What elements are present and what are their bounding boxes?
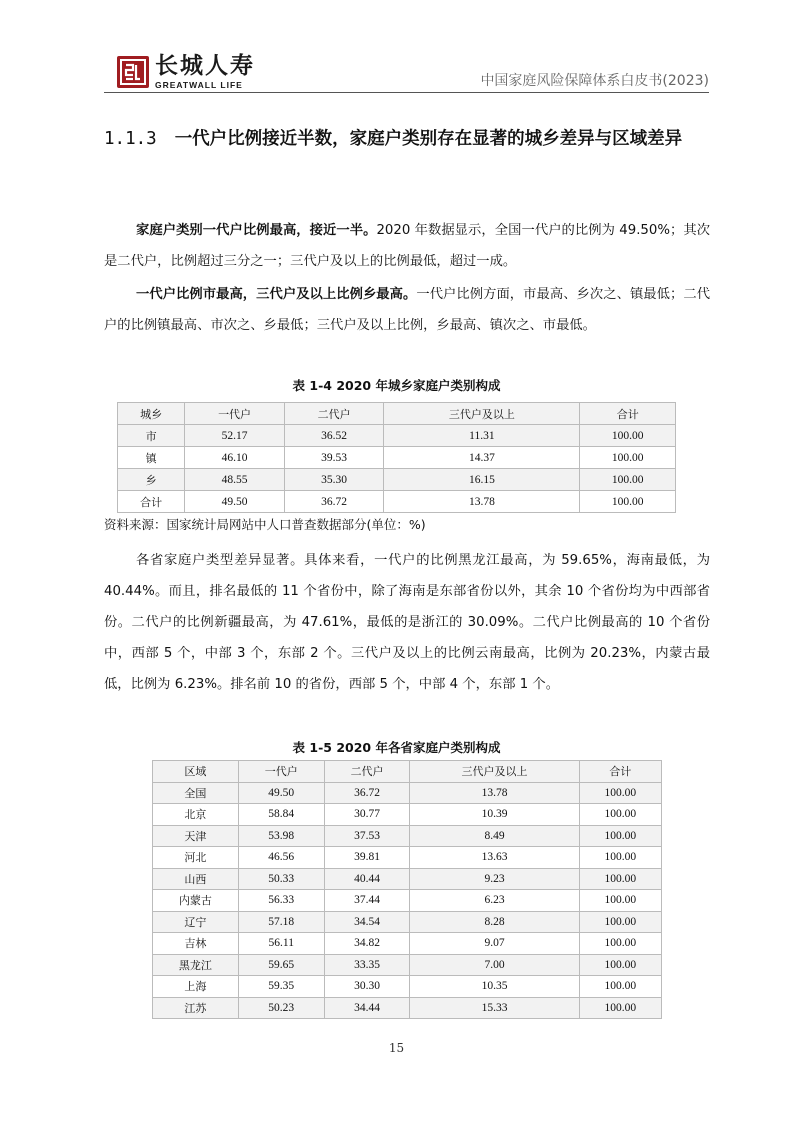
paragraph-2-lead: 一代户比例市最高，三代户及以上比例乡最高。: [136, 287, 417, 302]
paragraph-2-body: 一代户比例方面，市最高、乡次之、镇最低；二代户的比例镇最高、市次之、乡最低；三代户及以上比例，乡最高、镇次之、市最低。: [104, 287, 711, 333]
table-cell: 100.00: [579, 933, 661, 955]
table-cell: 40.44: [324, 868, 410, 890]
table-row: [153, 868, 662, 890]
row-label: 镇: [118, 447, 185, 469]
row-label: 山西: [153, 868, 239, 890]
logo-seal-icon: [117, 56, 149, 88]
paragraph-1: [104, 215, 710, 277]
table-1-source: 资料来源：国家统计局网站中人口普查数据部分(单位：%): [104, 517, 426, 532]
header-divider: [104, 92, 709, 93]
table-cell: 100.00: [579, 997, 661, 1019]
column-header: 一代户: [238, 761, 324, 783]
row-label: 全国: [153, 782, 239, 804]
table-cell: 8.28: [410, 911, 579, 933]
table-cell: 39.53: [284, 447, 384, 469]
table-cell: 59.65: [238, 954, 324, 976]
table-cell: 100.00: [579, 804, 661, 826]
table-cell: 11.31: [384, 425, 580, 447]
table-cell: 16.15: [384, 469, 580, 491]
row-label: 市: [118, 425, 185, 447]
table-header-row: [153, 761, 662, 783]
table-cell: 10.39: [410, 804, 579, 826]
table-cell: 7.00: [410, 954, 579, 976]
table-cell: 36.72: [284, 491, 384, 513]
table-cell: 6.23: [410, 890, 579, 912]
table-cell: 49.50: [238, 782, 324, 804]
table-row: [153, 890, 662, 912]
table-cell: 52.17: [185, 425, 285, 447]
table-row: [118, 469, 676, 491]
row-label: 北京: [153, 804, 239, 826]
table-cell: 37.53: [324, 825, 410, 847]
table-row: [153, 804, 662, 826]
table-row: [118, 447, 676, 469]
table-cell: 30.77: [324, 804, 410, 826]
table-cell: 100.00: [579, 911, 661, 933]
row-label: 江苏: [153, 997, 239, 1019]
table-cell: 100.00: [579, 954, 661, 976]
table-cell: 100.00: [579, 976, 661, 998]
brand-name-cn: 长城人寿: [155, 52, 255, 79]
table-cell: 10.35: [410, 976, 579, 998]
table-cell: 100.00: [580, 447, 676, 469]
column-header: 三代户及以上: [410, 761, 579, 783]
section-number: 1.1.3: [104, 129, 157, 149]
table-cell: 56.11: [238, 933, 324, 955]
section-title: 一代户比例接近半数，家庭户类别存在显著的城乡差异与区域差异: [174, 129, 683, 149]
row-label: 上海: [153, 976, 239, 998]
table-cell: 46.10: [185, 447, 285, 469]
paragraph-2: [104, 279, 710, 341]
row-label: 乡: [118, 469, 185, 491]
table-header-row: [118, 403, 676, 425]
table-row: [153, 847, 662, 869]
table-cell: 9.07: [410, 933, 579, 955]
column-header: 一代户: [185, 403, 285, 425]
table-1-caption: 表 1-4 2020 年城乡家庭户类别构成: [292, 378, 501, 393]
table-cell: 100.00: [579, 890, 661, 912]
running-title: 中国家庭风险保障体系白皮书(2023): [480, 73, 709, 89]
row-label: 吉林: [153, 933, 239, 955]
table-cell: 34.44: [324, 997, 410, 1019]
row-label: 黑龙江: [153, 954, 239, 976]
table-2-caption: 表 1-5 2020 年各省家庭户类别构成: [292, 740, 501, 755]
column-header: 城乡: [118, 403, 185, 425]
table-cell: 36.72: [324, 782, 410, 804]
table-cell: 100.00: [579, 868, 661, 890]
table-cell: 57.18: [238, 911, 324, 933]
table-row: [153, 911, 662, 933]
table-cell: 49.50: [185, 491, 285, 513]
table-cell: 13.78: [410, 782, 579, 804]
row-label: 合计: [118, 491, 185, 513]
table-row: [153, 825, 662, 847]
table-row: [153, 933, 662, 955]
table-cell: 59.35: [238, 976, 324, 998]
table-cell: 48.55: [185, 469, 285, 491]
row-label: 辽宁: [153, 911, 239, 933]
table-cell: 100.00: [579, 847, 661, 869]
table-cell: 35.30: [284, 469, 384, 491]
table-cell: 30.30: [324, 976, 410, 998]
table-cell: 53.98: [238, 825, 324, 847]
table-cell: 46.56: [238, 847, 324, 869]
table-cell: 34.54: [324, 911, 410, 933]
table-cell: 100.00: [579, 825, 661, 847]
column-header: 区域: [153, 761, 239, 783]
table-cell: 100.00: [580, 425, 676, 447]
table-cell: 14.37: [384, 447, 580, 469]
column-header: 合计: [579, 761, 661, 783]
paragraph-1-body: 2020 年数据显示，全国一代户的比例为 49.50%；其次是二代户，比例超过三分之一；三代户及以上的比例最低，超过一成。: [104, 223, 710, 269]
table-cell: 37.44: [324, 890, 410, 912]
table-cell: 13.78: [384, 491, 580, 513]
column-header: 二代户: [284, 403, 384, 425]
column-header: 合计: [580, 403, 676, 425]
table-cell: 34.82: [324, 933, 410, 955]
table-cell: 13.63: [410, 847, 579, 869]
table-cell: 50.33: [238, 868, 324, 890]
table-row: [153, 782, 662, 804]
table-cell: 100.00: [580, 491, 676, 513]
table-urban-rural: [117, 402, 676, 513]
table-cell: 36.52: [284, 425, 384, 447]
section-heading: [104, 122, 704, 156]
table-cell: 100.00: [580, 469, 676, 491]
column-header: 二代户: [324, 761, 410, 783]
row-label: 内蒙古: [153, 890, 239, 912]
table-row: [118, 425, 676, 447]
company-logo: [117, 52, 255, 92]
table-cell: 39.81: [324, 847, 410, 869]
table-cell: 56.33: [238, 890, 324, 912]
table-row: [153, 997, 662, 1019]
page-number: 15: [388, 1041, 405, 1055]
table-cell: 58.84: [238, 804, 324, 826]
row-label: 河北: [153, 847, 239, 869]
table-row: [153, 954, 662, 976]
table-row: [118, 491, 676, 513]
column-header: 三代户及以上: [384, 403, 580, 425]
table-cell: 9.23: [410, 868, 579, 890]
row-label: 天津: [153, 825, 239, 847]
table-provinces: [152, 760, 662, 1019]
brand-name-en: GREATWALL LIFE: [155, 79, 243, 90]
paragraph-3-body: 各省家庭户类型差异显著。具体来看，一代户的比例黑龙江最高，为 59.65%，海南最低，为 40.44%。而且，排名最低的 11 个省份中，除了海南是东部省份以外，其余 10 个省份均为中西部省份。二代户的比例新疆最高，为 47.61%，最低的是浙江的 30.09%。二代户比例最高的 10 个省份中，西部 5 个，中部 3 个，东部 2 个。三代户及以上的比例云南最高，比例为 20.23%，内蒙古最低，比例为 6.23%。排名前 10 的省份，西部 5 个，中部 4 个，东部 1 个。: [104, 553, 710, 692]
table-row: [153, 976, 662, 998]
paragraph-3: [104, 545, 710, 700]
paragraph-1-lead: 家庭户类别一代户比例最高，接近一半。: [136, 223, 377, 238]
table-cell: 100.00: [579, 782, 661, 804]
table-cell: 50.23: [238, 997, 324, 1019]
table-cell: 8.49: [410, 825, 579, 847]
table-cell: 15.33: [410, 997, 579, 1019]
table-cell: 33.35: [324, 954, 410, 976]
